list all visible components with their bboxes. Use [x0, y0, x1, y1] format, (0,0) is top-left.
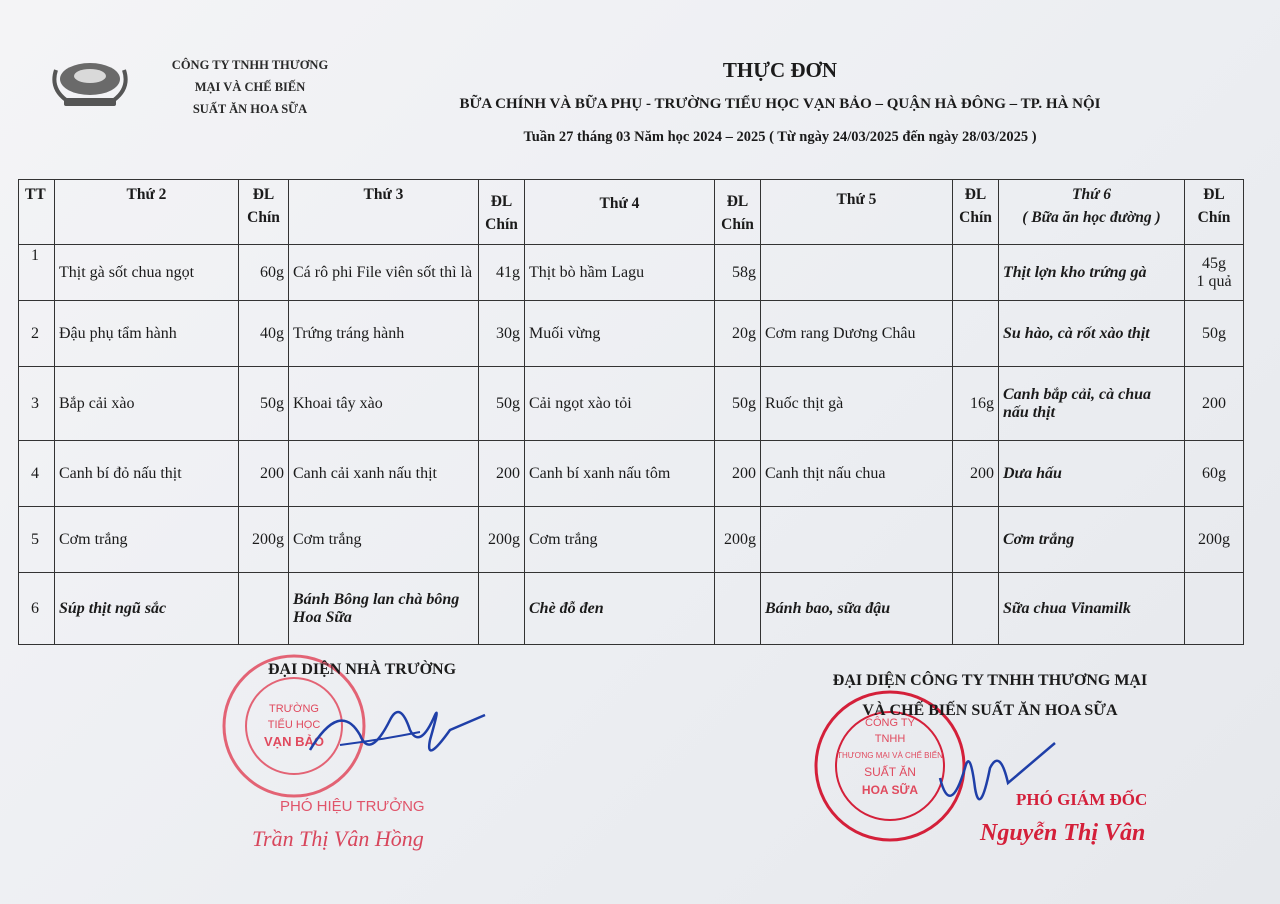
menu-row — [19, 441, 1244, 507]
dl-line1: ĐL — [252, 186, 275, 203]
qty-thu6-line1: 60g — [1202, 464, 1226, 482]
stamp-right-line5: HOA SỮA — [861, 783, 919, 797]
qty-thu4: 20g — [715, 301, 761, 367]
qty-thu4: 58g — [715, 245, 761, 301]
dish-thu5: Cơm rang Dương Châu — [761, 301, 953, 367]
company-signer-role: PHÓ GIÁM ĐỐC — [1016, 790, 1148, 809]
qty-thu2: 60g — [239, 245, 289, 301]
dish-thu2: Canh bí đỏ nấu thịt — [55, 441, 239, 507]
qty-thu5 — [953, 245, 999, 301]
dish-thu3: Trứng tráng hành — [289, 301, 479, 367]
stamp-right-line4: SUẤT ĂN — [864, 765, 916, 779]
header-dl-6 — [1185, 180, 1244, 245]
dish-thu5 — [761, 245, 953, 301]
qty-thu5 — [953, 573, 999, 645]
qty-thu3: 50g — [479, 367, 525, 441]
qty-thu6 — [1185, 301, 1244, 367]
dish-thu4: Cải ngọt xào tỏi — [525, 367, 715, 441]
qty-thu6-line1: 200g — [1198, 530, 1230, 548]
header-row — [19, 180, 1244, 245]
qty-thu4 — [715, 573, 761, 645]
stamp-left-line2: TIỂU HỌC — [267, 719, 321, 731]
menu-row — [19, 507, 1244, 573]
menu-row — [19, 301, 1244, 367]
school-representative-title: ĐẠI DIỆN NHÀ TRƯỜNG — [268, 661, 457, 678]
dl-line1: ĐL — [726, 193, 749, 210]
row-number: 1 — [19, 245, 55, 301]
qty-thu3: 41g — [479, 245, 525, 301]
dl-line2: Chín — [485, 216, 518, 233]
dish-thu3: Canh cải xanh nấu thịt — [289, 441, 479, 507]
row-number: 4 — [19, 441, 55, 507]
menu-row — [19, 245, 1244, 301]
company-representative-title — [790, 666, 1190, 726]
qty-thu6 — [1185, 507, 1244, 573]
dl-line2: Chín — [721, 216, 754, 233]
dl-line2: Chín — [959, 209, 992, 226]
company-name-line1: CÔNG TY TNHH THƯƠNG — [171, 58, 329, 72]
school-signer-role: PHÓ HIỆU TRƯỞNG — [280, 798, 425, 815]
row-number: 2 — [19, 301, 55, 367]
qty-thu5: 16g — [953, 367, 999, 441]
company-rep-line1: ĐẠI DIỆN CÔNG TY TNHH THƯƠNG MẠI — [832, 672, 1148, 689]
dish-thu4: Canh bí xanh nấu tôm — [525, 441, 715, 507]
qty-thu3: 200 — [479, 441, 525, 507]
qty-thu2 — [239, 573, 289, 645]
qty-thu4: 200 — [715, 441, 761, 507]
dish-thu5: Canh thịt nấu chua — [761, 441, 953, 507]
header-dl-4 — [715, 180, 761, 245]
header-thu6-label: Thứ 6 — [1072, 186, 1111, 203]
header-thu6-note: ( Bữa ăn học đường ) — [1022, 209, 1161, 226]
dish-thu5: Bánh bao, sữa đậu — [761, 573, 953, 645]
header-thu6 — [999, 180, 1185, 245]
stamp-right-line3: THƯƠNG MẠI VÀ CHẾ BIẾN — [837, 751, 943, 760]
dish-thu5 — [761, 507, 953, 573]
qty-thu2: 200g — [239, 507, 289, 573]
left-signature — [300, 690, 490, 780]
page-title: THỰC ĐƠN — [722, 58, 838, 82]
dish-thu4: Chè đỗ đen — [525, 573, 715, 645]
dish-thu3: Khoai tây xào — [289, 367, 479, 441]
qty-thu2: 50g — [239, 367, 289, 441]
header-dl-2 — [239, 180, 289, 245]
qty-thu6-line1: 200 — [1202, 394, 1226, 412]
company-name-line2: MẠI VÀ CHẾ BIẾN — [194, 80, 306, 94]
qty-thu6-line1: 50g — [1202, 324, 1226, 342]
header-thu5: Thứ 5 — [761, 180, 953, 245]
qty-thu3 — [479, 573, 525, 645]
company-header — [150, 54, 350, 120]
dish-thu2: Cơm trắng — [55, 507, 239, 573]
company-logo — [46, 52, 134, 114]
dish-thu2: Bắp cải xào — [55, 367, 239, 441]
company-rep-line2: VÀ CHẾ BIẾN SUẤT ĂN HOA SỮA — [862, 702, 1118, 719]
dish-thu2: Súp thịt ngũ sắc — [55, 573, 239, 645]
header-tt: TT — [19, 180, 55, 245]
qty-thu6-line1: 45g — [1202, 254, 1226, 272]
qty-thu4: 200g — [715, 507, 761, 573]
company-signer-name: Nguyễn Thị Vân — [980, 820, 1146, 846]
dish-thu6: Sữa chua Vinamilk — [999, 573, 1185, 645]
dish-thu6: Cơm trắng — [999, 507, 1185, 573]
row-number: 5 — [19, 507, 55, 573]
dish-thu3: Bánh Bông lan chà bông Hoa Sữa — [289, 573, 479, 645]
dish-thu6: Dưa hấu — [999, 441, 1185, 507]
stamp-right-line1: CÔNG TY — [865, 717, 915, 729]
header-thu2: Thứ 2 — [55, 180, 239, 245]
qty-thu6 — [1185, 441, 1244, 507]
header-thu4: Thứ 4 — [525, 180, 715, 245]
week-range: Tuần 27 tháng 03 Năm học 2024 – 2025 ( Từ ngày 24/03/2025 đến ngày 28/03/2025 ) — [523, 129, 1037, 145]
page-subtitle: BỮA CHÍNH VÀ BỮA PHỤ - TRƯỜNG TIỂU HỌC VẠN BẢO – QUẬN HÀ ĐÔNG – TP. HÀ NỘI — [459, 96, 1101, 112]
qty-thu5 — [953, 301, 999, 367]
dl-line1: ĐL — [1203, 186, 1225, 203]
menu-row — [19, 573, 1244, 645]
company-name-line3: SUẤT ĂN HOA SỮA — [192, 102, 308, 116]
dish-thu5: Ruốc thịt gà — [761, 367, 953, 441]
qty-thu3: 30g — [479, 301, 525, 367]
dish-thu4: Cơm trắng — [525, 507, 715, 573]
row-number: 3 — [19, 367, 55, 441]
qty-thu2: 40g — [239, 301, 289, 367]
dish-thu6: Su hào, cà rốt xào thịt — [999, 301, 1185, 367]
row-number: 6 — [19, 573, 55, 645]
dish-thu4: Thịt bò hầm Lagu — [525, 245, 715, 301]
qty-thu6 — [1185, 245, 1244, 301]
stamp-left-line3: VẠN BẢO — [264, 734, 324, 749]
menu-row — [19, 367, 1244, 441]
dish-thu6: Thịt lợn kho trứng gà — [999, 245, 1185, 301]
qty-thu2: 200 — [239, 441, 289, 507]
dish-thu3: Cơm trắng — [289, 507, 479, 573]
dish-thu6: Canh bắp cải, cà chua nấu thịt — [999, 367, 1185, 441]
qty-thu4: 50g — [715, 367, 761, 441]
dish-thu2: Thịt gà sốt chua ngọt — [55, 245, 239, 301]
menu-table — [18, 179, 1244, 645]
stamp-right-line2: TNHH — [874, 733, 906, 745]
dish-thu3: Cá rô phi File viên sốt thì là — [289, 245, 479, 301]
dl-line2: Chín — [1197, 209, 1231, 226]
qty-thu3: 200g — [479, 507, 525, 573]
dish-thu4: Muối vừng — [525, 301, 715, 367]
dl-line2: Chín — [247, 209, 280, 226]
qty-thu6 — [1185, 573, 1244, 645]
qty-thu6 — [1185, 367, 1244, 441]
qty-thu5 — [953, 507, 999, 573]
header-dl-3 — [479, 180, 525, 245]
header-dl-5 — [953, 180, 999, 245]
dl-line1: ĐL — [490, 193, 513, 210]
stamp-left-line1: TRƯỜNG — [269, 703, 319, 715]
qty-thu5: 200 — [953, 441, 999, 507]
right-signature — [930, 738, 1060, 828]
qty-thu6-line2: 1 quả — [1196, 272, 1232, 290]
dl-line1: ĐL — [964, 186, 987, 203]
dish-thu2: Đậu phụ tẩm hành — [55, 301, 239, 367]
header-thu3: Thứ 3 — [289, 180, 479, 245]
school-signer-name: Trần Thị Vân Hồng — [252, 826, 424, 851]
